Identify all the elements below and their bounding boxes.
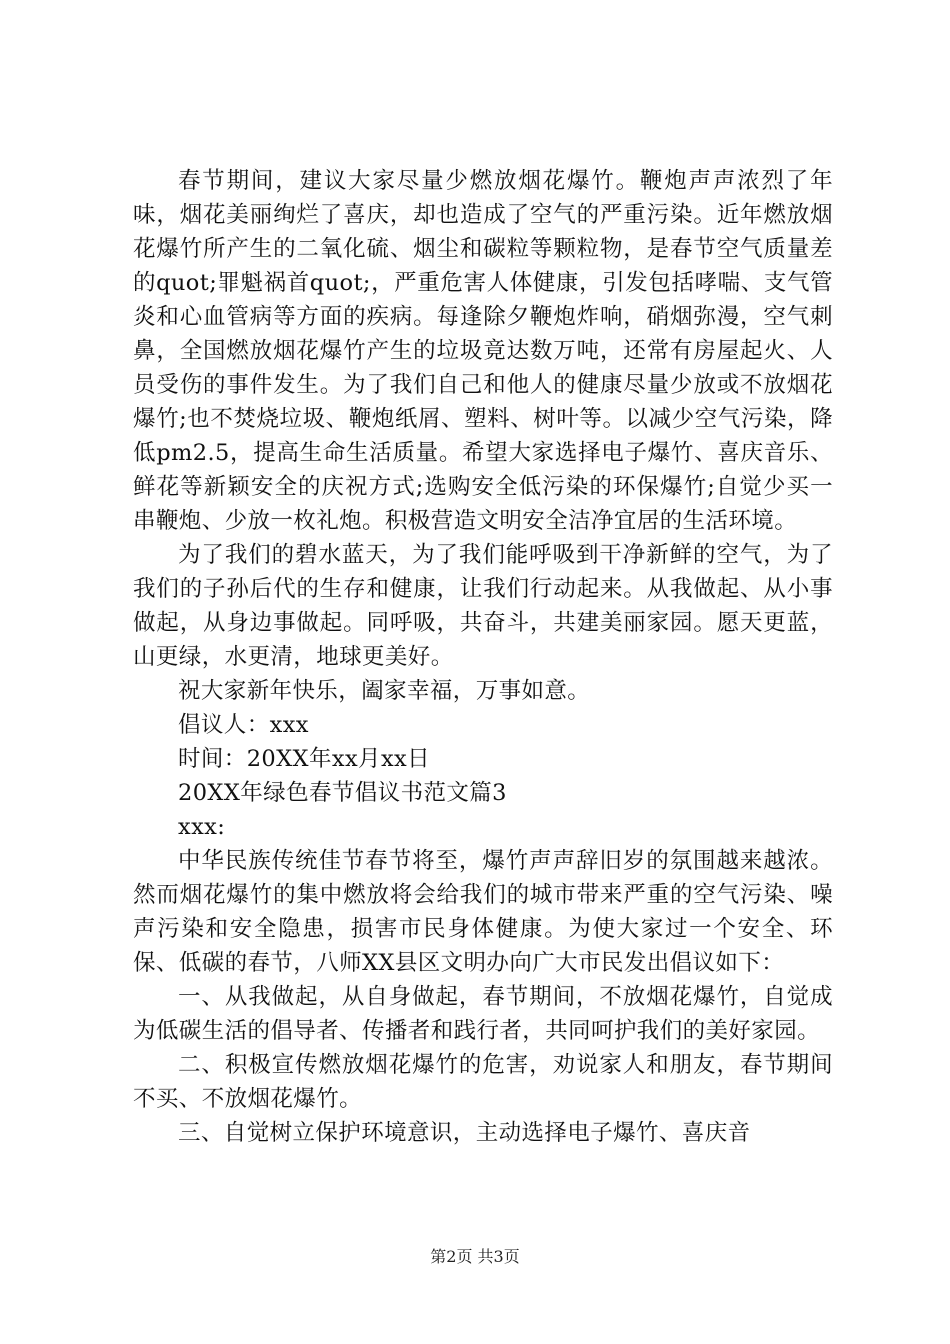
list-item-2: 二、积极宣传燃放烟花爆竹的危害，劝说家人和朋友，春节期间不买、不放烟花爆竹。 xyxy=(133,1052,833,1112)
paragraph-date: 时间：20XX年xx月xx日 xyxy=(178,746,431,772)
paragraph-initiator: 倡议人：xxx xyxy=(178,712,309,738)
list-item-3: 三、自觉树立保护环境意识，主动选择电子爆竹、喜庆音 xyxy=(178,1120,751,1146)
page-footer: 第2页 共3页 xyxy=(430,1247,520,1266)
list-item-1: 一、从我做起，从自身做起，春节期间，不放烟花爆竹，自觉成为低碳生活的倡导者、传播者和践行者，共同呵护我们的美好家园。 xyxy=(133,984,833,1044)
paragraph-intro: 中华民族传统佳节春节将至，爆竹声声辞旧岁的氛围越来越浓。然而烟花爆竹的集中燃放将会给我们的城市带来严重的空气污染、噪声污染和安全隐患，损害市民身体健康。为使大家过一个安全、环保、低碳的春节，八师XX县区文明办向广大市民发出倡议如下： xyxy=(133,848,833,976)
paragraph-call-to-action: 为了我们的碧水蓝天，为了我们能呼吸到干净新鲜的空气，为了我们的子孙后代的生存和健康，让我们行动起来。从我做起、从小事做起，从身边事做起。同呼吸，共奋斗，共建美丽家园。愿天更蓝，山更绿，水更清，地球更美好。 xyxy=(133,542,833,670)
salutation: xxx: xyxy=(178,814,226,840)
paragraph-fireworks-pollution: 春节期间，建议大家尽量少燃放烟花爆竹。鞭炮声声浓烈了年味，烟花美丽绚烂了喜庆，却也造成了空气的严重污染。近年燃放烟花爆竹所产生的二氧化硫、烟尘和碳粒等颗粒物，是春节空气质量差的quot;罪魁祸首quot;，严重危害人体健康，引发包括哮喘、支气管炎和心血管病等方面的疾病。每逢除夕鞭炮炸响，硝烟弥漫，空气刺鼻，全国燃放烟花爆竹产生的垃圾竟达数万吨，还常有房屋起火、人员受伤的事件发生。为了我们自己和他人的健康尽量少放或不放烟花爆竹;也不焚烧垃圾、鞭炮纸屑、塑料、树叶等。以减少空气污染，降低pm2.5，提高生命生活质量。希望大家选择电子爆竹、喜庆音乐、鲜花等新颖安全的庆祝方式;选购安全低污染的环保爆竹;自觉少买一串鞭炮、少放一枚礼炮。积极营造文明安全洁净宜居的生活环境。 xyxy=(133,168,833,534)
document-body xyxy=(133,164,833,1150)
paragraph-greeting: 祝大家新年快乐，阖家幸福，万事如意。 xyxy=(178,678,591,704)
section-heading: 20XX年绿色春节倡议书范文篇3 xyxy=(178,780,507,806)
